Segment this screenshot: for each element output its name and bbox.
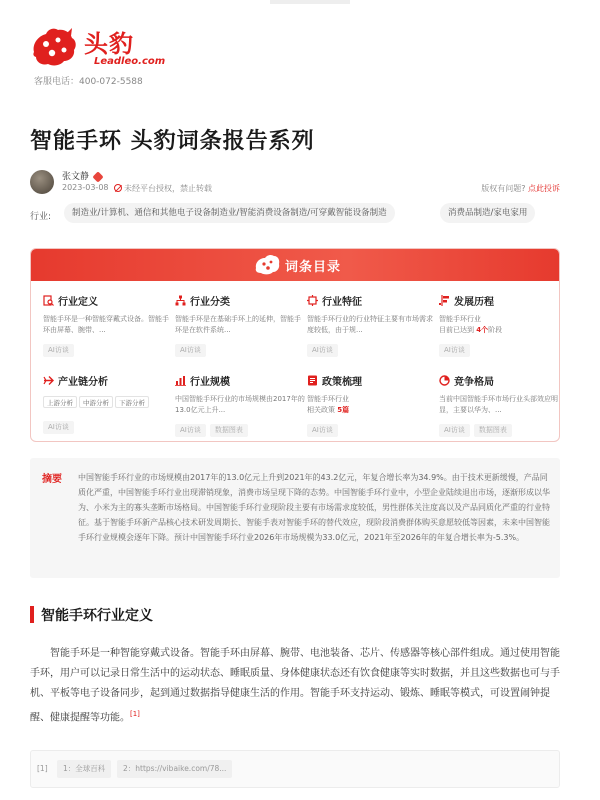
directory-item-title: 产业链分析: [58, 377, 108, 388]
page-title: 智能手环 头豹词条报告系列: [30, 129, 315, 154]
feature-icon: [307, 295, 318, 306]
ai-interview-tag[interactable]: AI访谈: [175, 344, 206, 357]
author-name[interactable]: 张文静: [62, 172, 90, 182]
reference-chip[interactable]: 1：全球百科: [57, 760, 111, 778]
verified-badge-icon: [92, 171, 103, 182]
desc-line: 目前已达到: [439, 326, 477, 334]
desc-highlight: 4个: [476, 326, 489, 334]
policy-icon: [307, 375, 318, 386]
downstream-tag[interactable]: 下游分析: [115, 396, 149, 408]
summary-text: 中国智能手环行业的市场规模由2017年的13.0亿元上升到2021年的43.2亿元，年复合增长率为34.9%。由于技术更新缓慢，产品同质化严重，中国智能手环行业出现滞销现象，消费市场呈现下降的态势。中国智能手环行业中，小型企业陆续退出市场，逐渐形成以华为、小米为主的寡头垄断市场格局。中国智能手环行业现阶段主要有市场需求度较低，男性群体关注度高以及产品同质化严重的行业特征。基于智能手环新产品核心技术研发周期长、智能手表对智能手环的替代效应，现阶段消费群体购买意愿较低等因素，未来中国智能手环行业规模会逐年下降。预计中国智能手环行业2026年市场规模为33.0亿元，2021年至2026年的年复合增长率为-5.3%。: [78, 473, 550, 542]
directory-card: [30, 248, 560, 442]
ai-interview-tag[interactable]: AI访谈: [307, 424, 338, 437]
chain-subtags: [43, 396, 173, 414]
section-title: 智能手环行业定义: [41, 608, 153, 624]
upstream-tag[interactable]: 上游分析: [43, 396, 77, 408]
directory-item-desc: 智能手环是一种智能穿戴式设备。智能手环由屏幕、腕带、...: [43, 315, 169, 334]
prohibited-icon: [114, 184, 122, 192]
desc-line: 阶段: [488, 326, 503, 334]
directory-item-competition[interactable]: [439, 373, 560, 437]
section-body: [30, 644, 560, 728]
data-chart-tag[interactable]: 数据图表: [474, 424, 512, 437]
directory-item-desc: 智能手环行业的行业特征主要有市场需求度较低，由于规...: [307, 315, 433, 334]
directory-item-chain[interactable]: [43, 373, 173, 434]
directory-item-scale[interactable]: [175, 373, 305, 437]
copyright-complaint: [481, 183, 560, 194]
reference-mark[interactable]: [1]: [130, 710, 140, 718]
ai-interview-tag[interactable]: AI访谈: [175, 424, 206, 437]
directory-item-features[interactable]: [307, 293, 437, 357]
copyright-question: 版权有问题?: [481, 184, 526, 193]
leopard-logo-icon: [28, 26, 78, 68]
repost-notice-text: 未经平台授权，禁止转载: [124, 184, 212, 193]
ai-interview-tag[interactable]: AI访谈: [439, 344, 470, 357]
industry-chip[interactable]: 制造业/计算机、通信和其他电子设备制造业/智能消费设备制造/可穿戴智能设备制造: [64, 203, 395, 223]
directory-header: [31, 249, 559, 281]
complaint-link[interactable]: 点此投诉: [528, 184, 560, 193]
directory-item-title: 行业分类: [190, 297, 230, 308]
directory-item-title: 发展历程: [454, 297, 494, 308]
desc-line: 相关政策: [307, 406, 338, 414]
service-phone: 客服电话：400-072-5588: [34, 77, 143, 87]
pie-icon: [439, 375, 450, 386]
leopard-head-icon: [253, 254, 281, 276]
search-doc-icon: [43, 295, 54, 306]
section-body-text: 智能手环是一种智能穿戴式设备。智能手环由屏幕、腕带、电池装备、芯片、传感器等核心部件组成。通过使用智能手环，用户可以记录日常生活中的运动状态、睡眠质量、身体健康状态还有饮食健康等实时数据，并且这些数据也可与手机、平板等电子设备同步，起到通过数据指导健康生活的作用。智能手环支持运动、锻炼、睡眠等模式，可设置闹钟提醒、健康提醒等功能。: [30, 648, 560, 724]
data-chart-tag[interactable]: 数据图表: [210, 424, 248, 437]
author-avatar[interactable]: [30, 170, 54, 194]
directory-item-title: 竞争格局: [454, 377, 494, 388]
midstream-tag[interactable]: 中游分析: [79, 396, 113, 408]
brand-logo[interactable]: [28, 24, 166, 72]
directory-item-definition[interactable]: [43, 293, 173, 357]
ai-interview-tag[interactable]: AI访谈: [439, 424, 470, 437]
directory-item-desc: 中国智能手环行业的市场规模由2017年的13.0亿元上升...: [175, 395, 305, 414]
reference-chip[interactable]: 2：https://vibaike.com/78...: [117, 760, 232, 778]
bar-chart-icon: [175, 375, 186, 386]
ai-interview-tag[interactable]: AI访谈: [307, 344, 338, 357]
directory-item-classification[interactable]: [175, 293, 305, 357]
directory-title: 词条目录: [285, 260, 342, 275]
brand-name-en: Leadleo.com: [94, 56, 166, 67]
directory-item-title: 政策梳理: [322, 377, 362, 388]
directory-item-desc: 当前中国智能手环市场行业头部效应明显，主要以华为、...: [439, 395, 558, 414]
desc-line: 智能手环行业: [439, 315, 481, 323]
directory-item-title: 行业规模: [190, 377, 230, 388]
directory-item-title: 行业定义: [58, 297, 98, 308]
ai-interview-tag[interactable]: AI访谈: [43, 344, 74, 357]
directory-item-desc: [307, 394, 437, 416]
industry-label: 行业:: [30, 212, 52, 222]
chain-icon: [43, 375, 54, 386]
directory-item-history[interactable]: [439, 293, 560, 357]
directory-item-desc: [439, 314, 560, 336]
brand-name-cn: 头豹: [84, 30, 134, 58]
summary-label: 摘要: [42, 474, 62, 485]
ai-interview-tag[interactable]: AI访谈: [43, 421, 74, 434]
reference-index: [1]: [37, 764, 48, 773]
publish-date: 2023-03-08: [62, 183, 109, 192]
directory-item-desc: 智能手环是在基础手环上的延伸，智能手环是在软件系统...: [175, 315, 301, 334]
section-accent-bar: [30, 606, 34, 623]
desc-line: 智能手环行业: [307, 395, 349, 403]
industry-chip[interactable]: 消费品制造/家电家用: [440, 203, 535, 223]
repost-notice: [114, 183, 212, 194]
top-faint-bar: [270, 0, 350, 4]
author-name-wrap: [62, 169, 102, 182]
directory-item-policy[interactable]: [307, 373, 437, 437]
timeline-icon: [439, 295, 450, 306]
summary-box: [30, 458, 560, 578]
hierarchy-icon: [175, 295, 186, 306]
directory-item-title: 行业特征: [322, 297, 362, 308]
desc-highlight: 5篇: [337, 406, 350, 414]
reference-box: [30, 750, 560, 788]
